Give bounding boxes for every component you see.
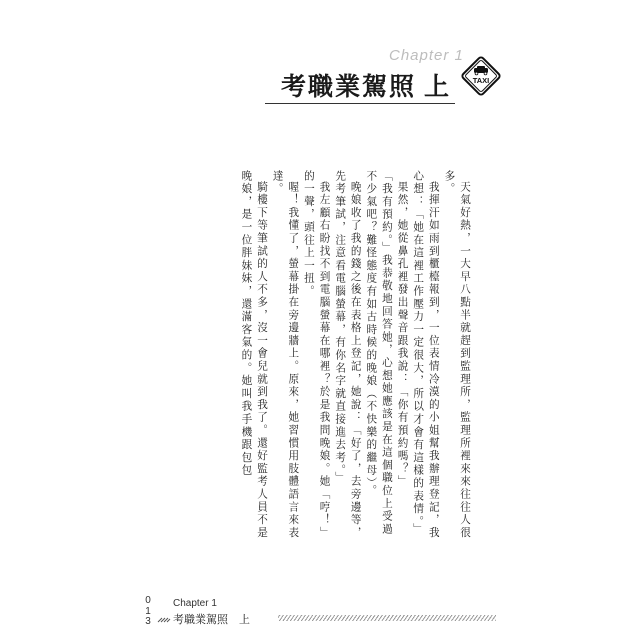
paragraph: 騎樓下等筆試的人不多，沒一會兒就到我了。還好監考人員不是晚娘，是一位胖妹妹，還滿客氣的。她叫我手機跟包包: [240, 170, 269, 539]
taxi-label: TAXI: [472, 76, 490, 85]
taxi-sign-icon: [458, 53, 504, 99]
chapter-title: 考職業駕照: [281, 72, 417, 101]
body-text: [238, 170, 472, 548]
paragraph: 天氣好熱，一大早八點半就趕到監理所，監理所裡來來往往人很多。: [443, 170, 471, 539]
footer-chapter-label: Chapter 1: [173, 598, 217, 609]
paragraph: 喔！我懂了，螢幕掛在旁邊牆上。原來，她習慣用肢體語言來表達。: [271, 170, 300, 539]
footer-stripe: [278, 615, 496, 621]
paragraph: 我揮汗如雨到櫃檯報到，一位表情冷漠的小姐幫我辦理登記，我心想：「她在這裡工作壓力一定很大，所以才會有這樣的表情。」: [412, 170, 440, 539]
chapter-label: Chapter 1: [389, 47, 464, 64]
chapter-part: 上: [424, 72, 450, 101]
paragraph: 晚娘收了我的錢之後在表格上登記，她說：「好了，去旁邊等，先考筆試，注意看電腦螢幕，有你名字就直接進去考。」: [334, 170, 362, 539]
page-digit: 0: [145, 595, 151, 606]
title-underline: [265, 103, 455, 104]
paragraph: 果然，她從鼻孔裡發出聲音跟我說：「你有預約嗎？」: [396, 180, 409, 488]
page-digit: 3: [145, 616, 151, 627]
page-digit: 1: [145, 605, 151, 617]
footer-chapter-title: 考職業駕照 上: [173, 613, 250, 626]
footer-ornament-icon: [157, 617, 171, 623]
page-number: [143, 596, 153, 628]
paragraph: 我左顧右盼找不到電腦螢幕在哪裡？於是我問晚娘。她「哼！」的一聲，頭往上一扭。: [302, 170, 331, 539]
paragraph: 「我有預約。」我恭敬地回答她，心想她應該是在這個職位上受過不少氣吧？難怪態度有如古時候的晚娘（不快樂的繼母）。: [365, 170, 393, 536]
